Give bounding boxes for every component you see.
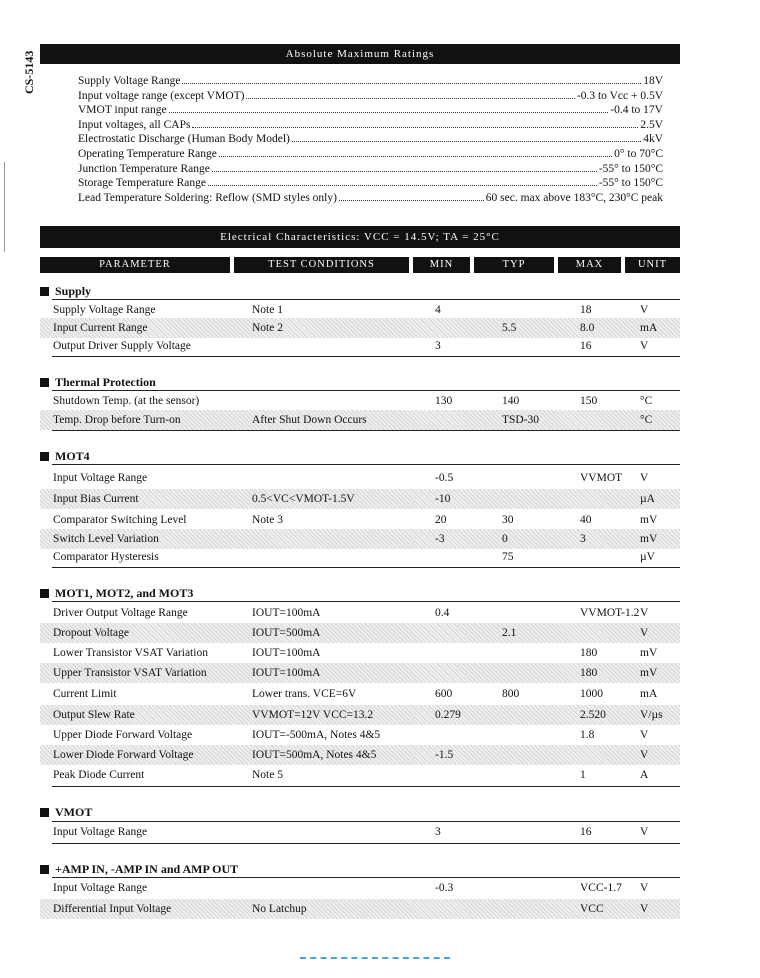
cell-unit: V bbox=[640, 627, 649, 639]
table-row bbox=[40, 899, 680, 919]
cell-unit: mV bbox=[640, 647, 658, 659]
header-min: MIN bbox=[413, 257, 470, 273]
rating-row bbox=[78, 74, 663, 89]
table-row bbox=[40, 603, 680, 623]
cell-parameter: Input Voltage Range bbox=[53, 826, 148, 838]
cell-typ: TSD-30 bbox=[502, 414, 540, 426]
cell-parameter: Comparator Switching Level bbox=[53, 514, 187, 526]
cell-parameter: Shutdown Temp. (at the sensor) bbox=[53, 395, 200, 407]
cell-unit: V bbox=[640, 729, 649, 741]
cell-test: Note 3 bbox=[252, 514, 283, 526]
cell-min: -10 bbox=[435, 493, 451, 505]
cell-unit: °C bbox=[640, 395, 653, 407]
rating-label: Supply Voltage Range bbox=[78, 75, 181, 87]
table-row bbox=[40, 318, 680, 338]
cell-parameter: Supply Voltage Range bbox=[53, 304, 156, 316]
cell-max: 40 bbox=[580, 514, 592, 526]
cell-unit: V/µs bbox=[640, 709, 663, 721]
section-title: Thermal Protection bbox=[55, 375, 156, 389]
cell-max: 180 bbox=[580, 647, 598, 659]
cell-min: 0.4 bbox=[435, 607, 450, 619]
section-supply bbox=[40, 284, 91, 299]
cell-unit: V bbox=[640, 340, 649, 352]
cell-max: VVMOT-1.2 bbox=[580, 607, 640, 619]
header-typ: TYP bbox=[474, 257, 554, 273]
section-thermal bbox=[40, 375, 156, 390]
section-mot4 bbox=[40, 449, 90, 464]
table-row bbox=[40, 391, 680, 411]
rating-row bbox=[78, 162, 663, 177]
cell-min: 3 bbox=[435, 826, 441, 838]
ratings-list bbox=[78, 74, 663, 205]
section-title: +AMP IN, -AMP IN and AMP OUT bbox=[55, 862, 239, 876]
cell-unit: mV bbox=[640, 514, 658, 526]
cell-test: 0.5<VC<VMOT-1.5V bbox=[252, 493, 355, 505]
cell-unit: A bbox=[640, 769, 649, 781]
header-parameter: PARAMETER bbox=[40, 257, 230, 273]
rating-label: Storage Temperature Range bbox=[78, 177, 206, 190]
section-divider bbox=[52, 843, 680, 844]
table-row bbox=[40, 745, 680, 765]
cell-test: After Shut Down Occurs bbox=[252, 414, 367, 426]
cell-unit: mA bbox=[640, 322, 658, 334]
bullet-icon bbox=[40, 865, 49, 874]
rating-value: 18V bbox=[643, 75, 663, 87]
rating-label: Junction Temperature Range bbox=[78, 162, 210, 175]
cell-unit: °C bbox=[640, 414, 653, 426]
cell-min: 600 bbox=[435, 688, 453, 700]
cell-max: 180 bbox=[580, 667, 598, 679]
cell-parameter: Differential Input Voltage bbox=[53, 903, 172, 915]
section-divider bbox=[52, 356, 680, 357]
table-row bbox=[40, 510, 680, 530]
table-row bbox=[40, 684, 680, 704]
cell-test: IOUT=100mA bbox=[252, 647, 321, 659]
rating-label: Lead Temperature Soldering: Reflow (SMD styles only) bbox=[78, 191, 337, 204]
cell-max: 2.520 bbox=[580, 709, 606, 721]
section-title: Supply bbox=[55, 284, 92, 298]
section-divider bbox=[52, 430, 680, 431]
bullet-icon bbox=[40, 287, 49, 296]
cell-typ: 140 bbox=[502, 395, 520, 407]
section-title: VMOT bbox=[55, 805, 93, 819]
bullet-icon bbox=[40, 452, 49, 461]
cell-parameter: Switch Level Variation bbox=[53, 533, 159, 545]
section-divider bbox=[52, 464, 680, 465]
table-row bbox=[40, 725, 680, 745]
cell-parameter: Lower Transistor VSAT Variation bbox=[53, 647, 208, 659]
table-row bbox=[40, 410, 680, 430]
section-mot123 bbox=[40, 586, 193, 601]
table-row bbox=[40, 705, 680, 725]
rating-row bbox=[78, 118, 663, 133]
rating-row bbox=[78, 176, 663, 191]
header-max: MAX bbox=[558, 257, 621, 273]
rating-row bbox=[78, 89, 663, 104]
cell-min: 0.279 bbox=[435, 709, 461, 721]
rating-row bbox=[78, 103, 663, 118]
rating-row bbox=[78, 191, 663, 206]
cell-min: 4 bbox=[435, 304, 441, 316]
cell-typ: 75 bbox=[502, 551, 514, 563]
cell-parameter: Input Current Range bbox=[53, 322, 148, 334]
table-row bbox=[40, 643, 680, 663]
cell-parameter: Current Limit bbox=[53, 688, 117, 700]
table-row bbox=[40, 489, 680, 509]
rating-value: 2.5V bbox=[640, 118, 663, 131]
cell-max: VVMOT bbox=[580, 472, 623, 484]
cell-unit: V bbox=[640, 903, 649, 915]
margin-rule bbox=[4, 162, 5, 252]
cell-unit: mV bbox=[640, 667, 658, 679]
cell-max: 8.0 bbox=[580, 322, 595, 334]
table-row bbox=[40, 663, 680, 683]
cell-parameter: Temp. Drop before Turn-on bbox=[53, 414, 181, 426]
cell-min: -0.5 bbox=[435, 472, 454, 484]
electrical-title: Electrical Characteristics: VCC = 14.5V; TA = 25°C bbox=[40, 226, 680, 248]
rating-label: Electrostatic Discharge (Human Body Model) bbox=[78, 133, 290, 146]
cell-test: VVMOT=12V VCC=13.2 bbox=[252, 709, 374, 721]
cell-typ: 5.5 bbox=[502, 322, 517, 334]
document-code: CS-5143 bbox=[22, 50, 36, 94]
cell-max: 150 bbox=[580, 395, 598, 407]
rating-value: -55° to 150°C bbox=[598, 177, 663, 190]
bullet-icon bbox=[40, 378, 49, 387]
cell-min: -1.5 bbox=[435, 749, 454, 761]
rating-row bbox=[78, 132, 663, 147]
cell-test: Lower trans. VCE=6V bbox=[252, 688, 357, 700]
section-divider bbox=[52, 567, 680, 568]
cell-unit: mV bbox=[640, 533, 658, 545]
table-row bbox=[40, 878, 680, 898]
cell-parameter: Input Voltage Range bbox=[53, 882, 148, 894]
cell-parameter: Dropout Voltage bbox=[53, 627, 129, 639]
header-test-conditions: TEST CONDITIONS bbox=[234, 257, 409, 273]
cell-typ: 2.1 bbox=[502, 627, 517, 639]
cell-test: Note 2 bbox=[252, 322, 283, 334]
cell-parameter: Comparator Hysteresis bbox=[53, 551, 159, 563]
cell-min: -0.3 bbox=[435, 882, 454, 894]
cell-unit: V bbox=[640, 472, 649, 484]
section-amp bbox=[40, 862, 238, 877]
cell-max: 16 bbox=[580, 826, 592, 838]
rating-value: 4kV bbox=[643, 133, 663, 146]
rating-row bbox=[78, 147, 663, 162]
table-row bbox=[40, 529, 680, 549]
table-row bbox=[40, 623, 680, 643]
table-row bbox=[40, 300, 680, 320]
rating-value: -55° to 150°C bbox=[598, 162, 663, 175]
cell-unit: V bbox=[640, 826, 649, 838]
cell-test: Note 5 bbox=[252, 769, 283, 781]
cell-min: 3 bbox=[435, 340, 441, 352]
cell-min: 20 bbox=[435, 514, 447, 526]
cell-test: Note 1 bbox=[252, 304, 283, 316]
cell-unit: µA bbox=[640, 493, 655, 505]
cell-parameter: Peak Diode Current bbox=[53, 769, 145, 781]
section-vmot bbox=[40, 805, 92, 820]
table-row bbox=[40, 765, 680, 785]
table-row bbox=[40, 547, 680, 567]
rating-value: 60 sec. max above 183°C, 230°C peak bbox=[485, 191, 663, 204]
cell-unit: V bbox=[640, 607, 649, 619]
cell-parameter: Upper Diode Forward Voltage bbox=[53, 729, 193, 741]
cell-test: IOUT=-500mA, Notes 4&5 bbox=[252, 729, 381, 741]
rating-label: Operating Temperature Range bbox=[78, 147, 217, 160]
cell-typ: 0 bbox=[502, 533, 508, 545]
rating-label: Input voltages, all CAPs bbox=[78, 118, 191, 131]
cell-min: -3 bbox=[435, 533, 445, 545]
cell-parameter: Driver Output Voltage Range bbox=[53, 607, 188, 619]
cell-unit: V bbox=[640, 882, 649, 894]
section-title: MOT1, MOT2, and MOT3 bbox=[55, 586, 194, 600]
cell-test: IOUT=100mA bbox=[252, 607, 321, 619]
footer-dashes bbox=[300, 957, 450, 961]
cell-max: 1.8 bbox=[580, 729, 595, 741]
rating-label: Input voltage range (except VMOT) bbox=[78, 89, 245, 102]
cell-parameter: Input Voltage Range bbox=[53, 472, 148, 484]
cell-max: 18 bbox=[580, 304, 592, 316]
header-unit: UNIT bbox=[625, 257, 680, 273]
cell-unit: V bbox=[640, 749, 649, 761]
cell-max: 3 bbox=[580, 533, 586, 545]
cell-max: 1000 bbox=[580, 688, 603, 700]
cell-max: VCC-1.7 bbox=[580, 882, 622, 894]
table-row bbox=[40, 336, 680, 356]
cell-max: 1 bbox=[580, 769, 586, 781]
cell-unit: mA bbox=[640, 688, 658, 700]
section-divider bbox=[52, 601, 680, 602]
bullet-icon bbox=[40, 589, 49, 598]
abs-max-title: Absolute Maximum Ratings bbox=[40, 44, 680, 64]
cell-typ: 800 bbox=[502, 688, 520, 700]
cell-test: IOUT=500mA bbox=[252, 627, 321, 639]
rating-value: 0° to 70°C bbox=[614, 147, 663, 160]
cell-typ: 30 bbox=[502, 514, 514, 526]
cell-unit: V bbox=[640, 304, 649, 316]
section-title: MOT4 bbox=[55, 449, 90, 463]
bullet-icon bbox=[40, 808, 49, 817]
table-row bbox=[40, 468, 680, 488]
cell-test: IOUT=100mA bbox=[252, 667, 321, 679]
cell-parameter: Lower Diode Forward Voltage bbox=[53, 749, 194, 761]
cell-min: 130 bbox=[435, 395, 453, 407]
cell-max: VCC bbox=[580, 903, 604, 915]
rating-value: -0.4 to 17V bbox=[610, 104, 663, 117]
cell-test: IOUT=500mA, Notes 4&5 bbox=[252, 749, 377, 761]
section-divider bbox=[52, 786, 680, 787]
table-row bbox=[40, 822, 680, 842]
cell-parameter: Upper Transistor VSAT Variation bbox=[53, 667, 207, 679]
cell-parameter: Output Driver Supply Voltage bbox=[53, 340, 191, 352]
rating-label: VMOT input range bbox=[78, 104, 167, 117]
cell-max: 16 bbox=[580, 340, 592, 352]
cell-test: No Latchup bbox=[252, 903, 307, 915]
cell-unit: µV bbox=[640, 551, 655, 563]
cell-parameter: Input Bias Current bbox=[53, 493, 139, 505]
cell-parameter: Output Slew Rate bbox=[53, 709, 135, 721]
rating-value: -0.3 to Vcc + 0.5V bbox=[576, 89, 663, 102]
